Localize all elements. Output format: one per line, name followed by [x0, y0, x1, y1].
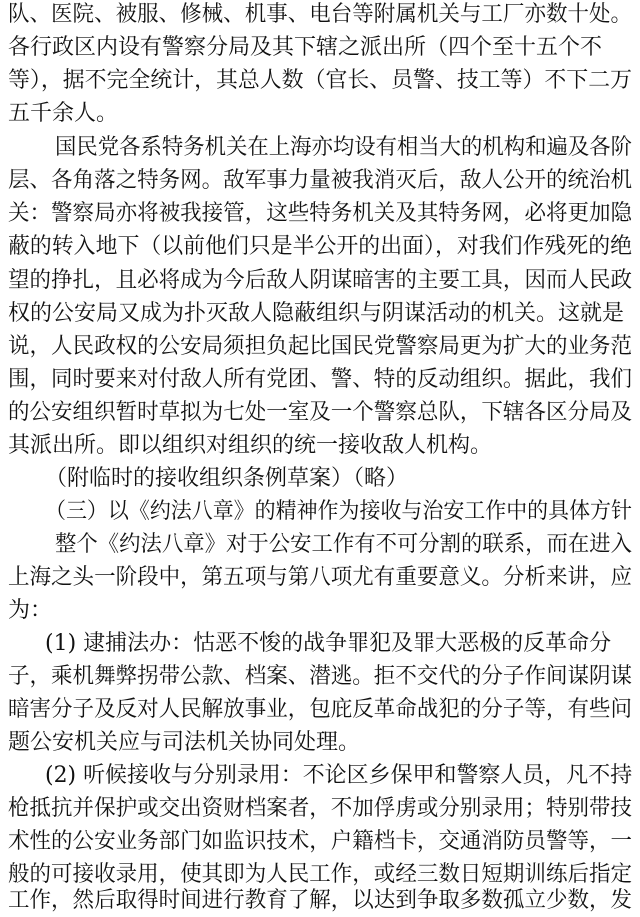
list-item-1-first-line: (1) 逮捕法办：怙恶不悛的战争罪犯及罪大恶极的反革命分	[45, 631, 612, 656]
paragraph-first-line: 整个《约法八章》对于公安工作有不可分割的联系，而在进入	[55, 532, 633, 557]
text-line: 为：	[8, 598, 53, 623]
text-line: 等），据不完全统计，其总人数（官长、员警、技工等）不下二万	[8, 68, 633, 93]
text-line: 围，同时要来对付敌人所有党团、警、特的反动组织。据此，我们	[8, 367, 633, 392]
text-line: 般的可接收录用，使其即为人民工作，或经三数日短期训练后指定	[8, 862, 633, 887]
text-line: 权的公安局又成为扑灭敌人隐蔽组织与阴谋活动的机关。这就是	[8, 301, 625, 326]
text-line: 蔽的转入地下（以前他们只是半公开的出面），对我们作残死的绝	[8, 234, 633, 259]
text-line: 说，人民政权的公安局须担负起比国民党警察局更为扩大的业务范	[8, 334, 633, 359]
text-line: 暗害分子及反对人民解放事业，包庇反革命战犯的分子等，有些问	[8, 697, 633, 722]
text-line: 上海之头一阶段中，第五项与第八项尤有重要意义。分析来讲，应	[8, 565, 633, 590]
text-line: 子，乘机舞弊拐带公款、档案、潜逃。拒不交代的分子作间谋阴谋	[8, 664, 633, 689]
text-line: 队、医院、被服、修械、机事、电台等附属机关与工厂亦数十处。	[8, 2, 633, 27]
appendix-note: （附临时的接收组织条例草案）（略）	[45, 466, 409, 491]
text-line: 五千余人。	[8, 101, 119, 126]
section-heading: （三）以《约法八章》的精神作为接收与治安工作中的具体方针	[45, 499, 633, 524]
text-line: 望的挣扎，且必将成为今后敌人阴谋暗害的主要工具，因而人民政	[8, 268, 633, 293]
text-line: 其派出所。即以组织对组织的统一接收敌人机构。	[8, 433, 493, 458]
text-line: 工作，然后取得时间进行教育了解，以达到争取多数孤立少数，发	[8, 888, 633, 913]
text-line: 各行政区内设有警察分局及其下辖之派出所（四个至十五个不	[8, 35, 603, 60]
text-line: 层、各角落之特务网。敌军事力量被我消灭后，敌人公开的统治机	[8, 168, 633, 193]
text-line: 枪抵抗并保护或交出资财档案者，不加俘虏或分别录用；特别带技	[8, 796, 633, 821]
text-line: 的公安组织暂时草拟为七处一室及一个警察总队，下辖各区分局及	[8, 400, 633, 425]
list-item-2-first-line: (2) 听候接收与分别录用：不论区乡保甲和警察人员，凡不持	[45, 763, 633, 788]
paragraph-first-line: 国民党各系特务机关在上海亦均设有相当大的机构和遍及各阶	[55, 135, 633, 160]
text-line: 术性的公安业务部门如监识技术，户籍档卡，交通消防员警等，一	[8, 829, 633, 854]
text-line: 关：警察局亦将被我接管，这些特务机关及其特务网，必将更加隐	[8, 201, 633, 226]
text-line: 题公安机关应与司法机关协同处理。	[8, 730, 361, 755]
